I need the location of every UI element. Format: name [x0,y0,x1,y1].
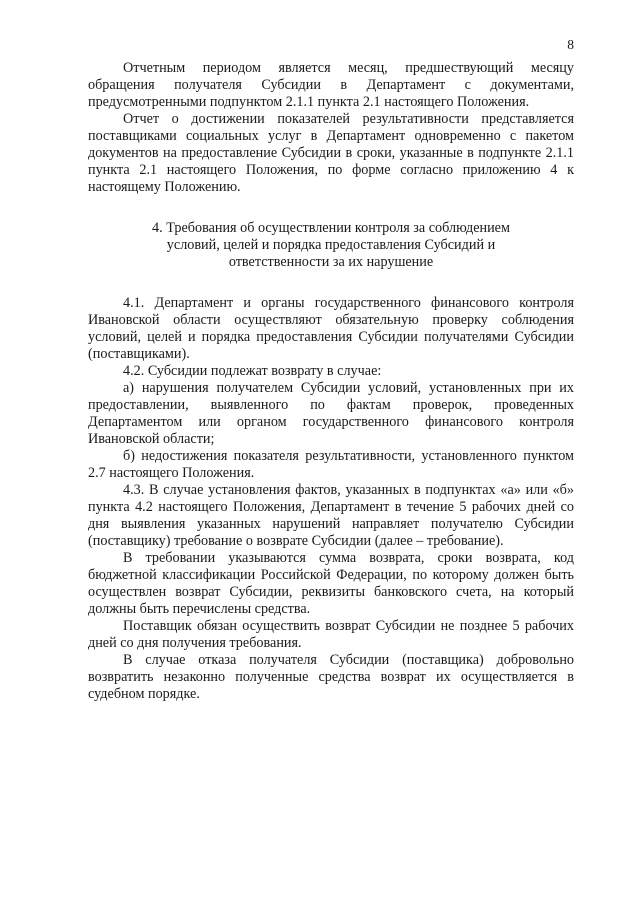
paragraph-4-2-b: б) недостижения показателя результативности, установленного пунктом 2.7 настоящего Положения. [88,448,574,481]
paragraph-court-procedure: В случае отказа получателя Субсидии (поставщика) добровольно возвратить незаконно полученные средства возврат их осуществляется в судебном порядке. [88,652,574,702]
section-heading-line: ответственности за их нарушение [228,254,434,270]
section-heading [88,220,574,271]
page-number: 8 [567,37,574,52]
paragraph-report-submission: Отчет о достижении показателей результативности представляется поставщиками социальных услуг в Департамент одновременно с пакетом документов на предоставление Субсидии в сроки, указанные в подпункте 2.1.1 пункта 2.1 настоящего Положения, по форме согласно приложению 4 к настоящему Положению. [88,111,574,195]
paragraph-4-1: 4.1. Департамент и органы государственного финансового контроля Ивановской области осуществляют обязательную проверку соблюдения условий, целей и порядка предоставления Субсидии получателями Субсидии (поставщиками). [88,295,574,362]
paragraph-4-3: 4.3. В случае установления фактов, указанных в подпунктах «а» или «б» пункта 4.2 настоящего Положения, Департамент в течение 5 рабочих дней со дня выявления указанных нарушений направляет получателю Субсидии (поставщику) требование о возврате Субсидии (далее – требование). [88,482,574,549]
paragraph-4-2-a: а) нарушения получателем Субсидии условий, установленных при их предоставлении, выявленного по фактам проверок, проведенных Департаментом или органом государственного финансового контроля Ивановской области; [88,380,574,447]
paragraph-reporting-period: Отчетным периодом является месяц, предшествующий месяцу обращения получателя Субсидии в Департамент с документами, предусмотренными подпунктом 2.1.1 пункта 2.1 настоящего Положения. [88,60,574,110]
document-body [88,60,574,703]
paragraph-requirement-contents: В требовании указываются сумма возврата, сроки возврата, код бюджетной классификации Российской Федерации, по которому должен быть осуществлен возврат Субсидии, реквизиты банковского счета, на который должны быть перечислены средства. [88,550,574,617]
paragraph-4-2: 4.2. Субсидии подлежат возврату в случае: [123,363,382,379]
section-heading-line: условий, целей и порядка предоставления Субсидий и [166,237,496,253]
paragraph-return-deadline: Поставщик обязан осуществить возврат Субсидии не позднее 5 рабочих дней со дня получения требования. [88,618,574,651]
section-heading-line: 4. Требования об осуществлении контроля за соблюдением [152,220,510,236]
